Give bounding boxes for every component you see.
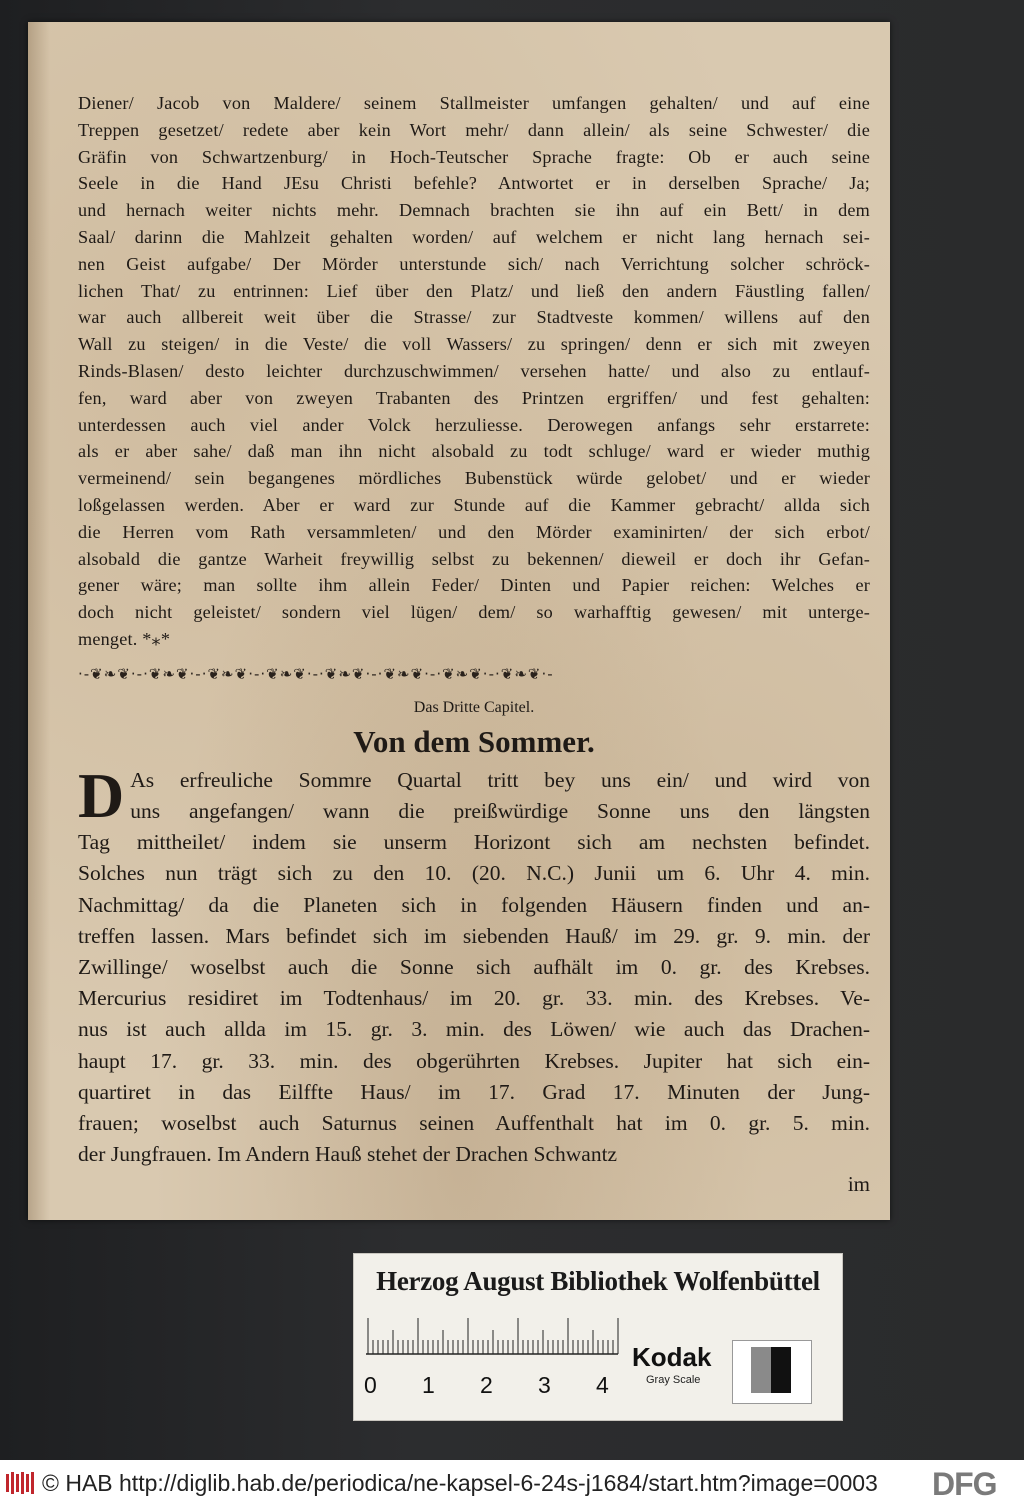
text-line: vermeinend/ sein begangenes mördliches Bubenstück würde gelobet/ und er wieder bbox=[78, 468, 870, 489]
ruler-number: 3 bbox=[538, 1372, 551, 1398]
text-line: Seele in die Hand JEsu Christi befehle? Antwortet er in derselben Sprache/ Ja; bbox=[78, 173, 870, 194]
chapter-label: Das Dritte Capitel. bbox=[413, 698, 535, 716]
text-line: menget. *⁎* bbox=[78, 628, 171, 649]
paragraph-1 bbox=[78, 90, 870, 653]
ruler-scale bbox=[366, 1314, 620, 1358]
text-line: Mercurius residiret im Todtenhaus/ im 20. gr. 33. min. des Krebses. Ve- bbox=[78, 986, 870, 1011]
black-swatch bbox=[771, 1347, 791, 1393]
text-line: Gräfin von Schwartzenburg/ in Hoch-Teutscher Sprache fragte: Ob er auch seine bbox=[78, 146, 870, 167]
document-page bbox=[28, 22, 890, 1220]
text-line: nus ist auch allda im 15. gr. 3. min. des Löwen/ wie auch das Drachen- bbox=[78, 1017, 870, 1042]
gray-scale-label: Gray Scale bbox=[646, 1374, 701, 1386]
ruler-number: 2 bbox=[480, 1372, 493, 1398]
text-line: Treppen gesetzet/ redete aber kein Wort mehr/ dann allein/ als seine Schwester/ die bbox=[78, 119, 870, 140]
ruler-number: 4 bbox=[596, 1372, 609, 1398]
text-line: Saal/ darinn die Mahlzeit gehalten worden/ auf welchem er nicht lang hernach sei- bbox=[78, 226, 870, 247]
text-line: haupt 17. gr. 33. min. des obgerührten Krebses. Jupiter hat sich ein- bbox=[78, 1048, 870, 1073]
text-line: treffen lassen. Mars befindet sich im siebenden Hauß/ im 29. gr. 9. min. der bbox=[78, 923, 870, 948]
ruler-numbers bbox=[364, 1372, 624, 1402]
text-line: die Herren vom Rath versammleten/ und den Mörder examinirten/ der sich erbot/ bbox=[78, 521, 870, 542]
footer-url-text[interactable]: © HAB http://diglib.hab.de/periodica/ne-kapsel-6-24s-j1684/start.htm?image=0003 bbox=[42, 1470, 878, 1496]
text-line: lichen That/ zu entrinnen: Lief über den Platz/ und ließ den andern Fäustling fallen/ bbox=[78, 280, 870, 301]
text-block bbox=[78, 90, 870, 1198]
drop-cap: D bbox=[78, 759, 125, 831]
text-line: frauen; woselbst auch Saturnus seinen Auffenthalt hat im 0. gr. 5. min. bbox=[78, 1110, 870, 1135]
text-line: war auch allbereit weit über die Strasse/ zur Stadtveste kommen/ willens auf den bbox=[78, 307, 870, 328]
text-line: gener wäre; man sollte ihm allein Feder/ Dinten und Papier reichen: Welches er bbox=[78, 575, 870, 596]
text-line: Nachmittag/ da die Planeten sich in folgenden Häusern finden und an- bbox=[78, 892, 870, 917]
text-line: As erfreuliche Sommre Quartal tritt bey uns ein/ und wird von bbox=[130, 767, 870, 792]
dfg-logo: DFG bbox=[932, 1466, 1020, 1500]
library-name: Herzog August Bibliothek Wolfenbüttel bbox=[376, 1266, 820, 1296]
text-line: alsobald die gantze Warheit freywillig selbst zu bekennen/ dieweil er doch ihr Gefan- bbox=[78, 548, 870, 569]
hab-logo-icon bbox=[4, 1470, 38, 1496]
page-edge-shadow bbox=[28, 22, 50, 1220]
text-line: fen, ward aber von zweyen Trabanten des Printzen ergriffen/ und fest gehalten: bbox=[78, 387, 870, 408]
kodak-brand: Kodak bbox=[632, 1342, 712, 1372]
color-reference-card bbox=[353, 1253, 843, 1421]
text-line: Zwillinge/ woselbst auch die Sonne sich aufhält im 0. gr. des Krebses. bbox=[78, 954, 870, 979]
ornament-divider: ·-❦❧❦·-·❦❧❦·-·❦❧❦·-·❦❧❦·-·❦❧❦·-·❦❧❦·-·❦❧❦·-·❦❧❦·- bbox=[78, 664, 554, 683]
text-line: uns angefangen/ wann die preißwürdige Sonne uns den längsten bbox=[130, 798, 870, 823]
text-line: Solches nun trägt sich zu den 10. (20. N.C.) Junii um 6. Uhr 4. min. bbox=[78, 861, 870, 886]
catchword: im bbox=[847, 1172, 870, 1197]
text-line: Tag mittheilet/ indem sie unserm Horizont sich am nechsten befindet. bbox=[78, 830, 870, 855]
gray-swatch bbox=[751, 1347, 771, 1393]
text-line: der Jungfrauen. Im Andern Hauß stehet der Drachen Schwantz bbox=[78, 1142, 618, 1167]
text-line: und hernach weiter nichts mehr. Demnach brachten sie ihn auf ein Bett/ in dem bbox=[78, 200, 870, 221]
text-line: loßgelassen werden. Aber er ward zur Stunde auf die Kammer gebracht/ allda sich bbox=[78, 494, 870, 515]
paragraph-2 bbox=[78, 759, 870, 1171]
text-line: quartiret in das Eilffte Haus/ im 17. Grad 17. Minuten der Jung- bbox=[78, 1079, 870, 1104]
chapter-title: Von dem Sommer. bbox=[353, 723, 595, 759]
ruler-number: 1 bbox=[422, 1372, 435, 1398]
text-line: als er aber sahe/ daß man ihn nicht alsobald zu todt schluge/ ward er wieder muthig bbox=[78, 441, 870, 462]
text-line: nen Geist aufgabe/ Der Mörder unterstunde sich/ nach Verrichtung solcher schröck- bbox=[78, 253, 870, 274]
text-line: doch nicht geleistet/ sondern viel lügen/ dem/ so warhafftig gewesen/ mit unterge- bbox=[78, 602, 870, 623]
ruler-number: 0 bbox=[364, 1372, 377, 1398]
footer-bar bbox=[0, 1460, 1024, 1506]
text-line: Wall zu steigen/ in die Veste/ die voll Wassers/ zu springen/ denn er sich mit zweyen bbox=[78, 334, 870, 355]
gray-swatches bbox=[732, 1340, 812, 1404]
text-line: Diener/ Jacob von Maldere/ seinem Stallmeister umfangen gehalten/ und auf eine bbox=[78, 93, 870, 113]
text-line: unterdessen auch viel ander Volck herzuliesse. Derowegen anfangs sehr erstarrete: bbox=[78, 414, 870, 435]
text-line: Rinds-Blasen/ desto leichter durchzuschwimmen/ versehen hatte/ und also zu entlauf- bbox=[78, 360, 870, 381]
